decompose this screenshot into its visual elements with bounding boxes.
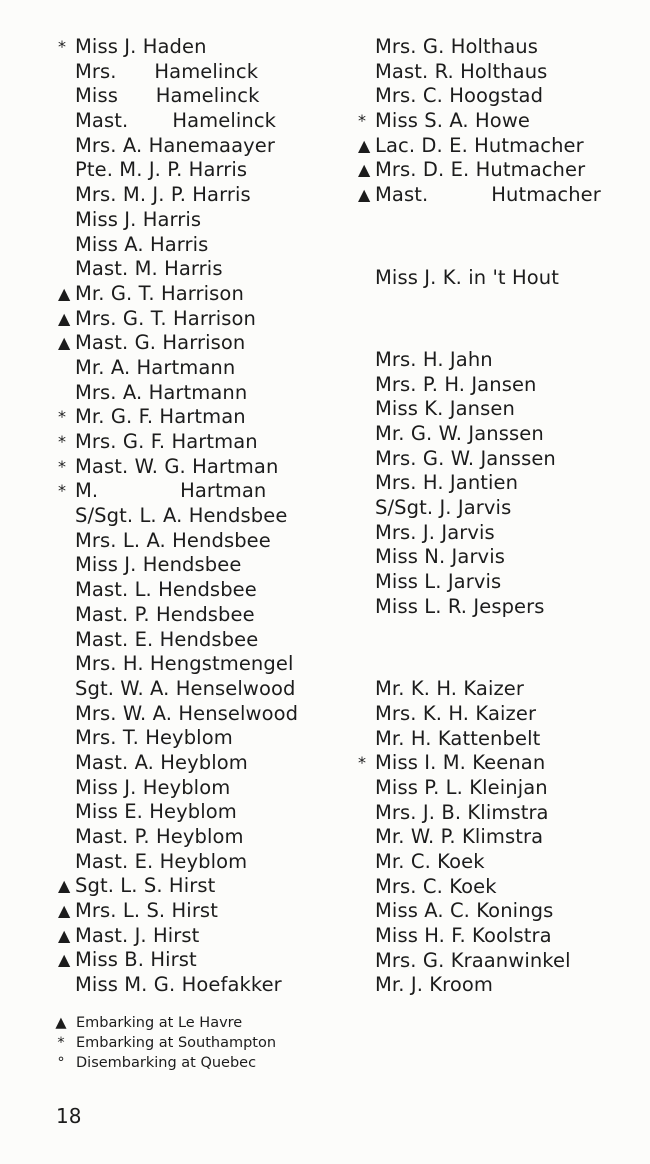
embark-marker: * [58, 481, 67, 501]
passenger-name: Mrs. J. B. Klimstra [375, 800, 549, 824]
passenger-name: Mast. L. Hendsbee [75, 578, 257, 602]
passenger-name: Mrs. M. J. P. Harris [75, 183, 251, 207]
passenger-name: Miss J. Hendsbee [75, 553, 242, 577]
passenger-name: S/Sgt. L. A. Hendsbee [75, 504, 288, 528]
passenger-name: Mrs. C. Koek [375, 874, 497, 898]
passenger-name: Miss P. L. Kleinjan [375, 775, 548, 799]
embark-marker: * [58, 456, 67, 476]
embark-marker: ▲ [58, 876, 71, 896]
passenger-name: Mrs. H. Hengstmengel [75, 652, 294, 676]
passenger-name: Mast. W. G. Hartman [75, 454, 279, 478]
passenger-name: Mast. E. Heyblom [75, 849, 248, 873]
passenger-name: Mrs. T. Heyblom [75, 726, 233, 750]
passenger-name: Mast. J. Hirst [75, 923, 200, 947]
passenger-name: Miss S. A. Howe [375, 109, 530, 133]
passenger-name: Mast. R. Holthaus [375, 59, 548, 83]
passenger-name: Miss Hamelinck [75, 84, 260, 108]
passenger-name: Miss E. Heyblom [75, 800, 237, 824]
passenger-name: Miss I. M. Keenan [375, 751, 546, 775]
passenger-name: Miss A. Harris [75, 232, 209, 256]
passenger-name: Mrs. G. Holthaus [375, 35, 538, 58]
passenger-name: Mrs. L. A. Hendsbee [75, 528, 271, 552]
passenger-name: Mrs. H. Jahn [375, 347, 493, 371]
passenger-name: Mast. A. Heyblom [75, 750, 248, 774]
passenger-name: M. Hartman [75, 479, 267, 503]
passenger-name: Sgt. L. S. Hirst [75, 874, 216, 898]
passenger-name: Mrs. K. H. Kaizer [375, 701, 537, 725]
passenger-name: Mrs. G. T. Harrison [75, 306, 256, 330]
passenger-name: Mrs. J. Jarvis [375, 520, 495, 544]
passenger-name: Mr. G. F. Hartman [75, 405, 246, 429]
passenger-name: Mrs. G. W. Janssen [375, 446, 556, 470]
embark-marker: * [58, 432, 67, 451]
passenger-name: Mrs. G. Kraanwinkel [375, 948, 571, 972]
passenger-name: Miss H. F. Koolstra [375, 924, 552, 947]
passenger-name: Mr. W. P. Klimstra [375, 825, 544, 849]
passenger-name: Sgt. W. A. Henselwood [75, 676, 296, 700]
passenger-name: Lac. D. E. Hutmacher [375, 133, 584, 157]
passenger-name: Miss L. R. Jespers [375, 594, 545, 618]
embark-marker: ▲ [58, 950, 71, 970]
passenger-name: Mrs. H. Jantien [375, 471, 519, 495]
passenger-name: S/Sgt. J. Jarvis [375, 496, 512, 519]
passenger-name: Mr. J. Kroom [375, 973, 494, 997]
passenger-name: Mr. G. W. Janssen [375, 421, 544, 445]
embark-marker: ▲ [58, 283, 71, 303]
passenger-name: Mrs. A. Hartmann [75, 380, 248, 404]
passenger-name: Mrs. A. Hanemaayer [75, 133, 276, 157]
passenger-name: Miss K. Jansen [375, 397, 515, 421]
passenger-name: Mast. E. Hendsbee [75, 627, 259, 651]
legend-symbol: * [57, 1035, 65, 1051]
legend-symbol: ° [57, 1055, 65, 1071]
embark-marker: * [358, 753, 367, 773]
passenger-name: Mrs. L. S. Hirst [75, 899, 218, 923]
passenger-name: Mast. Hutmacher [375, 183, 601, 207]
passenger-name: Mr. C. Koek [375, 849, 485, 873]
embark-marker: * [58, 407, 67, 427]
passenger-name: Mrs. C. Hoogstad [375, 84, 544, 108]
embark-marker: ▲ [58, 925, 71, 945]
passenger-name: Miss J. Haden [75, 35, 207, 58]
embark-marker: * [58, 37, 67, 56]
passenger-name: Mrs. Hamelinck [75, 59, 259, 83]
passenger-name: Miss L. Jarvis [375, 570, 502, 594]
legend-text: Embarking at Le Havre [76, 1015, 243, 1031]
embark-marker: ▲ [58, 308, 71, 328]
legend-symbol: ▲ [55, 1015, 67, 1031]
passenger-name: Miss B. Hirst [75, 948, 197, 972]
embark-marker: ▲ [358, 185, 371, 205]
legend-text: Embarking at Southampton [76, 1035, 277, 1051]
passenger-name: Mr. G. T. Harrison [75, 281, 244, 305]
passenger-name: Mr. A. Hartmann [75, 355, 236, 379]
legend-text: Disembarking at Quebec [76, 1055, 257, 1071]
passenger-name: Miss J. K. in 't Hout [375, 265, 559, 289]
embark-marker: ▲ [358, 160, 371, 180]
embark-marker: ▲ [358, 135, 371, 155]
embark-marker: ▲ [58, 901, 71, 921]
passenger-name: Mast. M. Harris [75, 257, 223, 281]
passenger-name: Mrs. W. A. Henselwood [75, 701, 299, 725]
passenger-name: Mast. P. Hendsbee [75, 602, 255, 626]
passenger-name: Mast. G. Harrison [75, 331, 246, 355]
passenger-name: Mrs. G. F. Hartman [75, 430, 258, 453]
passenger-name: Miss A. C. Konings [375, 899, 554, 923]
embark-marker: ▲ [58, 333, 71, 353]
passenger-name: Mr. K. H. Kaizer [375, 677, 525, 701]
page-number: 18 [56, 1104, 82, 1128]
passenger-name: Mast. P. Heyblom [75, 825, 244, 848]
passenger-name: Miss N. Jarvis [375, 545, 505, 569]
passenger-name: Pte. M. J. P. Harris [75, 158, 248, 182]
passenger-name: Miss J. Harris [75, 207, 202, 231]
embark-marker: * [358, 111, 367, 131]
passenger-name: Mrs. D. E. Hutmacher [375, 158, 586, 182]
passenger-name: Mast. Hamelinck [75, 109, 277, 133]
passenger-name: Miss J. Heyblom [75, 775, 231, 799]
passenger-name: Mr. H. Kattenbelt [375, 726, 541, 750]
passenger-name: Miss M. G. Hoefakker [75, 973, 282, 997]
passenger-name: Mrs. P. H. Jansen [375, 372, 537, 396]
